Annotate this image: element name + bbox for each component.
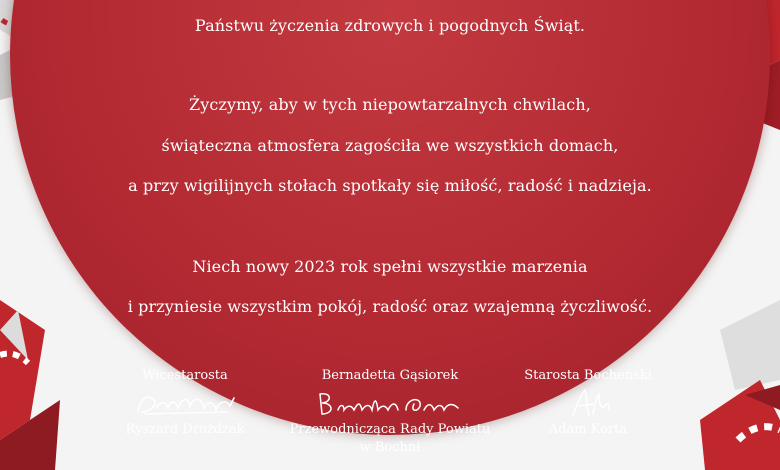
greeting-line-3: świąteczna atmosfera zagościła we wszystkich domach, <box>161 136 619 155</box>
signature-block-vice-starosta <box>75 368 295 438</box>
signature-block-council-chair <box>280 368 500 456</box>
signature-name: Przewodnicząca Rady Powiatu <box>289 422 491 437</box>
signature-block-starosta <box>478 368 698 438</box>
signature-title: Bernadetta Gąsiorek <box>321 368 459 383</box>
greeting-line-2: Życzymy, aby w tych niepowtarzalnych chwilach, <box>189 95 591 114</box>
greeting-line-5: Niech nowy 2023 rok spełni wszystkie marzenia <box>192 257 588 276</box>
greeting-line-1: Państwu życzenia zdrowych i pogodnych Świąt. <box>194 16 586 35</box>
handwritten-signature-korta <box>553 386 623 420</box>
signature-title: Wicestarosta <box>142 368 228 383</box>
signature-name-line-2: w Bochni <box>359 440 421 455</box>
handwritten-signature-gasiorek <box>310 386 470 420</box>
greeting-line-6: i przyniesie wszystkim pokój, radość oraz wzajemną życzliwość. <box>127 297 653 316</box>
handwritten-signature-drozdzak <box>130 386 240 420</box>
signature-title: Starosta Bocheński <box>524 368 652 383</box>
greeting-line-4: a przy wigilijnych stołach spotkały się miłość, radość i nadzieja. <box>128 176 652 195</box>
signature-name: Adam Korta <box>548 422 628 437</box>
signature-name: Ryszard Drożdżak <box>125 422 245 437</box>
